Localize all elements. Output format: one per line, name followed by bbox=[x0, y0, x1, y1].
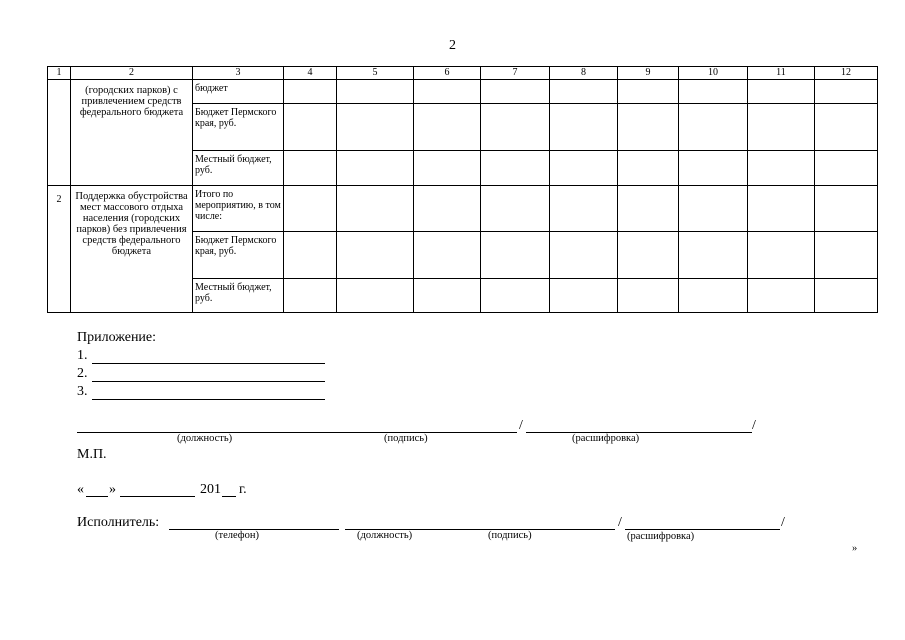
page-number: 2 bbox=[449, 38, 456, 53]
executor-decoding-label: (расшифровка) bbox=[627, 531, 695, 542]
date-year-line bbox=[222, 496, 236, 497]
executor-position-label: (должность) bbox=[357, 530, 413, 541]
slash-separator: / bbox=[618, 515, 622, 530]
date-day-line bbox=[86, 496, 108, 497]
funding-source: Местный бюджет, руб. bbox=[193, 151, 284, 186]
row-number bbox=[48, 80, 71, 186]
funding-source: Бюджет Пермского края, руб. bbox=[193, 232, 284, 279]
executor-phone-label: (телефон) bbox=[215, 530, 259, 541]
column-header: 4 bbox=[284, 67, 337, 80]
date-close-quote: » bbox=[109, 482, 116, 497]
funding-source: Итого по мероприятию, в том числе: bbox=[193, 186, 284, 232]
funding-source: бюджет bbox=[193, 80, 284, 104]
funding-source: Бюджет Пермского края, руб. bbox=[193, 104, 284, 151]
attachment-line-2 bbox=[92, 381, 325, 382]
attachment-title: Приложение: bbox=[77, 330, 157, 345]
signature-line-left bbox=[77, 432, 517, 433]
slash-separator: / bbox=[519, 418, 523, 433]
executor-decoding-line bbox=[625, 529, 780, 530]
column-header: 11 bbox=[748, 67, 815, 80]
activity-name: Поддержка обустройства мест массового отдыха населения (городских парков) без привлечения средств федерального бюджета bbox=[71, 186, 193, 313]
date-month-line bbox=[120, 496, 195, 497]
column-header: 1 bbox=[48, 67, 71, 80]
column-header: 6 bbox=[414, 67, 481, 80]
column-header: 8 bbox=[550, 67, 618, 80]
attachment-item-3: 3. bbox=[77, 384, 88, 399]
column-header: 2 bbox=[71, 67, 193, 80]
executor-signature-label: (подпись) bbox=[488, 530, 532, 541]
table-row bbox=[48, 186, 878, 232]
slash-separator: / bbox=[781, 515, 785, 530]
decoding-label: (расшифровка) bbox=[572, 433, 640, 444]
attachment-item-1: 1. bbox=[77, 348, 88, 363]
column-header: 7 bbox=[481, 67, 550, 80]
column-header: 3 bbox=[193, 67, 284, 80]
table-header-row bbox=[48, 67, 878, 80]
date-year: 201 bbox=[200, 482, 221, 497]
closing-quote: » bbox=[852, 543, 858, 554]
column-header: 9 bbox=[618, 67, 679, 80]
column-header: 5 bbox=[337, 67, 414, 80]
date-suffix: г. bbox=[239, 482, 247, 497]
column-header: 12 bbox=[815, 67, 878, 80]
row-number: 2 bbox=[48, 186, 71, 313]
attachment-line-3 bbox=[92, 399, 325, 400]
budget-table bbox=[47, 66, 878, 313]
column-header: 10 bbox=[679, 67, 748, 80]
table-row bbox=[48, 80, 878, 104]
signature-label: (подпись) bbox=[384, 433, 428, 444]
position-label: (должность) bbox=[177, 433, 233, 444]
funding-source: Местный бюджет, руб. bbox=[193, 279, 284, 313]
slash-separator: / bbox=[752, 418, 756, 433]
executor-label: Исполнитель: bbox=[77, 515, 160, 530]
activity-name: (городских парков) с привлечением средств федерального бюджета bbox=[71, 80, 193, 186]
attachment-item-2: 2. bbox=[77, 366, 88, 381]
attachment-line-1 bbox=[92, 363, 325, 364]
date-open-quote: « bbox=[77, 482, 84, 497]
stamp-mark: М.П. bbox=[77, 447, 107, 462]
